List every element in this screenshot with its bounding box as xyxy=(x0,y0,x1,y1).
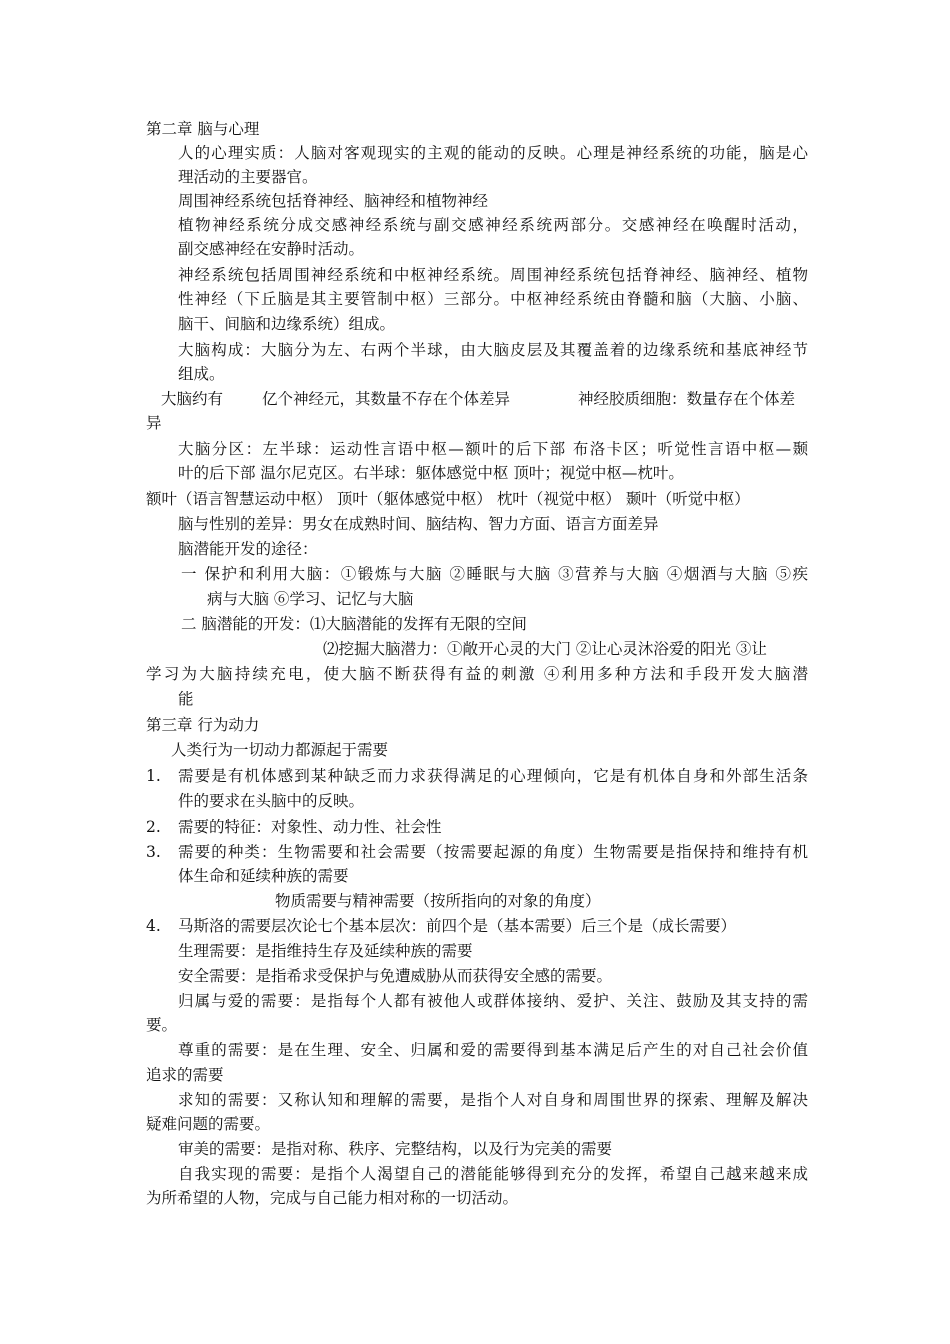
paragraph-line: 脑潜能开发的途径： xyxy=(178,540,318,558)
paragraph-line: 二 脑潜能的开发：⑴大脑潜能的发挥有无限的空间 xyxy=(181,615,527,633)
paragraph-line: ⑵挖掘大脑潜力：①敞开心灵的大门 ②让心灵沐浴爱的阳光 ③让 xyxy=(323,640,767,658)
paragraph-line: 植物神经系统分成交感神经系统与副交感神经系统两部分。交感神经在唤醒时活动， xyxy=(178,216,808,234)
list-item-text: 需要的特征：对象性、动力性、社会性 xyxy=(178,818,442,836)
paragraph-line: 人类行为一切动力都源起于需要 xyxy=(171,741,389,759)
need-belonging: 要。 xyxy=(146,1016,178,1034)
chapter-3-title: 第三章 行为动力 xyxy=(146,716,260,734)
paragraph-line: 大脑分区：左半球：运动性言语中枢—额叶的后下部 布洛卡区；听觉性言语中枢—颞 xyxy=(178,440,808,458)
list-item-text: 需要的种类：生物需要和社会需要（按需要起源的角度）生物需要是指保持和维持有机 xyxy=(178,843,808,861)
list-number: 2. xyxy=(146,818,161,836)
paragraph-line: 组成。 xyxy=(178,365,225,383)
paragraph-line: 脑与性别的差异：男女在成熟时间、脑结构、智力方面、语言方面差异 xyxy=(178,515,659,533)
list-item-text: 件的要求在头脑中的反映。 xyxy=(178,792,365,810)
paragraph-line: 叶的后下部 温尔尼克区。右半球：躯体感觉中枢 顶叶；视觉中枢—枕叶。 xyxy=(178,464,684,482)
paragraph-line: 学习为大脑持续充电，使大脑不断获得有益的刺激 ④利用多种方法和手段开发大脑潜 xyxy=(146,665,808,683)
paragraph-line: 性神经（下丘脑是其主要管制中枢）三部分。中枢神经系统由脊髓和脑（大脑、小脑、 xyxy=(178,290,808,308)
paragraph-line: 脑干、间脑和边缘系统）组成。 xyxy=(178,315,396,333)
need-aesthetic: 审美的需要：是指对称、秩序、完整结构，以及行为完美的需要 xyxy=(178,1140,613,1158)
paragraph-line: 理活动的主要器官。 xyxy=(178,168,318,186)
list-item-text: 马斯洛的需要层次论七个基本层次：前四个是（基本需要）后三个是（成长需要） xyxy=(178,917,737,935)
glia-text: 神经胶质细胞：数量存在个体差 xyxy=(578,390,796,408)
paragraph-line: 异 xyxy=(146,414,162,432)
list-item-text: 需要是有机体感到某种缺乏而力求获得满足的心理倾向，它是有机体自身和外部生活条 xyxy=(178,767,808,785)
need-esteem: 追求的需要 xyxy=(146,1066,224,1084)
list-item-text: 物质需要与精神需要（按所指向的对象的角度） xyxy=(275,892,601,910)
paragraph-line: 周围神经系统包括脊神经、脑神经和植物神经 xyxy=(178,192,489,210)
neuron-count-text: 大脑约有 xyxy=(161,390,224,408)
list-item-text: 体生命和延续种族的需要 xyxy=(178,867,349,885)
need-self-actualization: 自我实现的需要：是指个人渴望自己的潜能能够得到充分的发挥，希望自己越来越来成 xyxy=(178,1165,808,1183)
need-knowledge: 疑难问题的需要。 xyxy=(146,1115,271,1133)
paragraph-line: 大脑构成：大脑分为左、右两个半球，由大脑皮层及其覆盖着的边缘系统和基底神经节 xyxy=(178,341,808,359)
paragraph-line: 一 保护和利用大脑：①锻炼与大脑 ②睡眠与大脑 ③营养与大脑 ④烟酒与大脑 ⑤疾 xyxy=(181,565,808,583)
lobes-line: 额叶（语言智慧运动中枢） 顶叶（躯体感觉中枢） 枕叶（视觉中枢） 颞叶（听觉中枢） xyxy=(146,490,750,508)
neuron-count-text: 亿个神经元，其数量不存在个体差异 xyxy=(262,390,511,408)
list-number: 4. xyxy=(146,917,161,935)
need-self-actualization: 为所希望的人物，完成与自己能力相对称的一切活动。 xyxy=(146,1189,519,1207)
chapter-2-title: 第二章 脑与心理 xyxy=(146,120,260,138)
need-knowledge: 求知的需要：又称认知和理解的需要，是指个人对自身和周围世界的探索、理解及解决 xyxy=(178,1091,808,1109)
paragraph-line: 病与大脑 ⑥学习、记忆与大脑 xyxy=(207,590,414,608)
paragraph-line: 人的心理实质：人脑对客观现实的主观的能动的反映。心理是神经系统的功能，脑是心 xyxy=(178,144,808,162)
paragraph-line: 能 xyxy=(178,690,194,708)
need-belonging: 归属与爱的需要：是指每个人都有被他人或群体接纳、爱护、关注、鼓励及其支持的需 xyxy=(178,992,808,1010)
need-safety: 安全需要：是指希求受保护与免遭威胁从而获得安全感的需要。 xyxy=(178,967,613,985)
need-physiological: 生理需要：是指维持生存及延续种族的需要 xyxy=(178,942,473,960)
list-number: 1. xyxy=(146,767,161,785)
paragraph-line: 神经系统包括周围神经系统和中枢神经系统。周围神经系统包括脊神经、脑神经、植物 xyxy=(178,266,808,284)
list-number: 3. xyxy=(146,843,161,861)
need-esteem: 尊重的需要：是在生理、安全、归属和爱的需要得到基本满足后产生的对自己社会价值 xyxy=(178,1041,808,1059)
paragraph-line: 副交感神经在安静时活动。 xyxy=(178,240,365,258)
